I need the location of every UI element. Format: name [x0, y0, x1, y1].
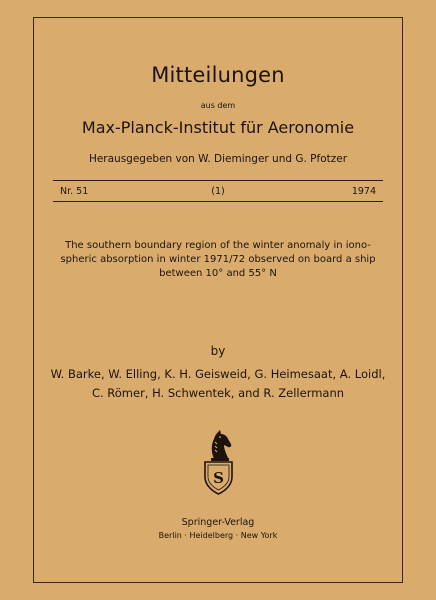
series-subtitle: aus dem [200, 101, 236, 110]
publisher-cities: Berlin · Heidelberg · New York [158, 531, 278, 540]
issue-part: (1) [211, 186, 225, 197]
springer-knight-emblem-icon [197, 425, 240, 497]
top-rule [53, 180, 383, 181]
institute-name: Max-Planck-Institut für Aeronomie [81, 118, 355, 137]
publisher-name: Springer-Verlag [181, 517, 255, 528]
issue-year: 1974 [351, 186, 376, 197]
series-title: Mitteilungen [151, 63, 285, 87]
issue-number: Nr. 51 [60, 186, 89, 197]
title-line: between 10° and 55° N [159, 268, 277, 279]
authors [40, 365, 396, 403]
issue-row [60, 186, 376, 198]
editors-line: Herausgegeben von W. Dieminger und G. Pfotzer [88, 153, 348, 165]
by-label: by [210, 344, 226, 358]
author-line: C. Römer, H. Schwentek, and R. Zellermann [91, 386, 345, 400]
emblem-letter: S [213, 469, 224, 487]
title-line: The southern boundary region of the winter anomaly in iono- [65, 240, 371, 251]
author-line: W. Barke, W. Elling, K. H. Geisweid, G. Heimesaat, A. Loidl, [50, 367, 386, 381]
bottom-rule [53, 201, 383, 202]
title-line: spheric absorption in winter 1971/72 observed on board a ship [60, 254, 376, 265]
document-title [54, 239, 382, 281]
